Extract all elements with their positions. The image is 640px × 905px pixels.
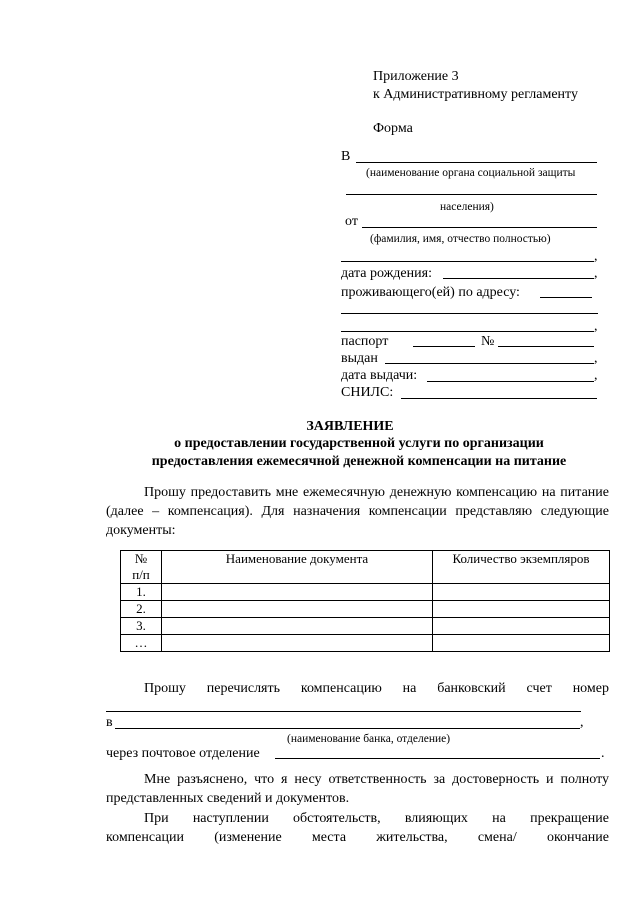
title-subline-2: предоставления ежемесячной денежной компенсации на питание xyxy=(151,454,567,469)
to-prefix: В xyxy=(341,149,351,164)
name-caption: (фамилия, имя, отчество полностью) xyxy=(370,233,551,245)
address-line-2[interactable] xyxy=(341,313,598,314)
post-office-line[interactable] xyxy=(275,758,600,759)
account-number-line[interactable] xyxy=(106,711,581,712)
birth-date-label: дата рождения: xyxy=(341,266,432,281)
copies-count-cell[interactable] xyxy=(433,584,610,601)
full-name-line[interactable] xyxy=(362,227,597,228)
bank-caption: (наименование банка, отделение) xyxy=(287,733,451,745)
address-line-1[interactable] xyxy=(540,297,592,298)
document-name-cell[interactable] xyxy=(162,618,433,635)
responsibility-paragraph: Мне разъяснено, что я несу ответственность за достоверность и полноту представленных сведений и документов. xyxy=(106,772,609,806)
table-row xyxy=(121,584,610,601)
table-row xyxy=(121,635,610,652)
birth-date-line[interactable] xyxy=(443,278,594,279)
document-name-cell[interactable] xyxy=(162,635,433,652)
address-label: проживающего(ей) по адресу: xyxy=(341,285,520,300)
appendix-number: Приложение 3 xyxy=(373,69,459,84)
document-name-cell[interactable] xyxy=(162,601,433,618)
comma: , xyxy=(594,351,598,366)
passport-number-line[interactable] xyxy=(498,346,594,347)
transfer-request: Прошу перечислять компенсацию на банковский счет номер xyxy=(144,681,609,696)
circumstances-line-1: При наступлении обстоятельств, влияющих на прекращение xyxy=(144,811,609,826)
row-number: 3. xyxy=(121,618,162,635)
title-subline-1: о предоставлении государственной услуги по организации xyxy=(174,436,544,451)
org-name-line-2[interactable] xyxy=(346,194,597,195)
column-header-number-1: № xyxy=(134,551,148,566)
row-number: 1. xyxy=(121,584,162,601)
passport-series-line[interactable] xyxy=(413,346,475,347)
documents-table xyxy=(120,550,610,652)
snils-line[interactable] xyxy=(401,398,597,399)
issued-by-line[interactable] xyxy=(385,363,594,364)
from-prefix: от xyxy=(345,214,358,229)
copies-count-cell[interactable] xyxy=(433,601,610,618)
bank-name-line[interactable] xyxy=(115,728,580,729)
form-label: Форма xyxy=(373,121,413,136)
issue-date-line[interactable] xyxy=(427,381,594,382)
document-title: ЗАЯВЛЕНИЕ xyxy=(306,419,394,434)
address-line-3[interactable] xyxy=(341,331,594,332)
comma: , xyxy=(594,266,598,281)
period: . xyxy=(601,746,605,761)
org-caption-2: населения) xyxy=(440,201,494,213)
bank-prefix: в xyxy=(106,715,113,730)
issue-date-label: дата выдачи: xyxy=(341,368,418,383)
table-row xyxy=(121,601,610,618)
circumstances-line-2: компенсации (изменение места жительства, смена/ окончание xyxy=(106,830,609,845)
comma: , xyxy=(594,249,598,264)
snils-label: СНИЛС: xyxy=(341,385,394,400)
passport-label: паспорт xyxy=(341,334,389,349)
full-name-line-2[interactable] xyxy=(341,261,594,262)
number-sign: № xyxy=(481,334,495,349)
table-row xyxy=(121,618,610,635)
issued-label: выдан xyxy=(341,351,378,366)
comma: , xyxy=(594,368,598,383)
column-header-document: Наименование документа xyxy=(162,551,433,584)
column-header-number-2: п/п xyxy=(132,567,150,582)
row-number: 2. xyxy=(121,601,162,618)
table-header-row xyxy=(121,551,610,584)
column-header-number xyxy=(121,551,162,584)
regulation-reference: к Административному регламенту xyxy=(373,87,578,102)
comma: , xyxy=(580,715,584,730)
request-paragraph: Прошу предоставить мне ежемесячную денежную компенсацию на питание (далее – компенсация). Для назначения компенсации представляю следующие документы: xyxy=(106,485,609,538)
copies-count-cell[interactable] xyxy=(433,635,610,652)
org-name-line[interactable] xyxy=(356,162,597,163)
org-caption-1: (наименование органа социальной защиты xyxy=(366,167,576,179)
copies-count-cell[interactable] xyxy=(433,618,610,635)
comma: , xyxy=(594,319,598,334)
document-name-cell[interactable] xyxy=(162,584,433,601)
post-office-label: через почтовое отделение xyxy=(106,746,260,761)
row-number: … xyxy=(121,635,162,652)
column-header-count: Количество экземпляров xyxy=(433,551,610,584)
